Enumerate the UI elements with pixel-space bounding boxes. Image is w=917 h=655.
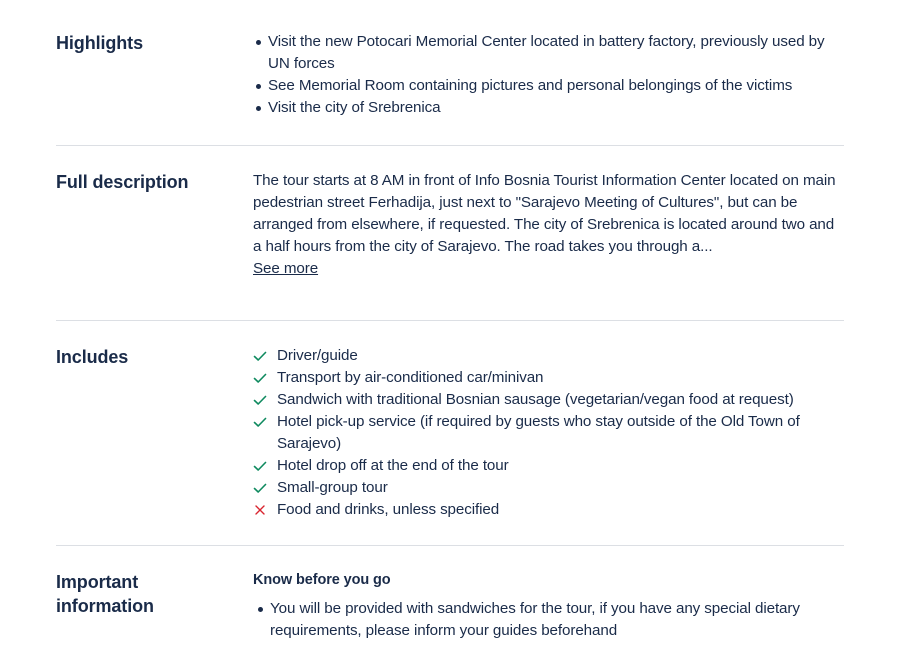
know-before-item: You will be provided with sandwiches for the tour, if you have any special dietary requirements, please inform your guides beforehand bbox=[255, 598, 838, 642]
included-item-label: Sandwich with traditional Bosnian sausage (vegetarian/vegan food at request) bbox=[277, 391, 794, 408]
included-item-label: Driver/guide bbox=[277, 347, 358, 364]
included-item bbox=[253, 477, 838, 499]
included-item-label: Hotel pick-up service (if required by guests who stay outside of the Old Town of Sarajevo) bbox=[277, 413, 800, 452]
excluded-item-label: Food and drinks, unless specified bbox=[277, 501, 500, 518]
included-item bbox=[253, 455, 838, 477]
full-description-content bbox=[253, 170, 838, 280]
check-icon bbox=[253, 349, 267, 363]
highlights-content bbox=[253, 31, 838, 119]
cross-icon bbox=[253, 503, 267, 517]
includes-content bbox=[253, 345, 838, 521]
important-information-section bbox=[56, 570, 844, 655]
section-divider bbox=[56, 320, 844, 321]
know-before-list bbox=[253, 598, 838, 642]
included-item-label: Hotel drop off at the end of the tour bbox=[277, 457, 509, 474]
included-item bbox=[253, 367, 838, 389]
section-divider bbox=[56, 545, 844, 546]
know-before-you-go-title: Know before you go bbox=[253, 572, 391, 588]
includes-list bbox=[253, 345, 838, 521]
full-description-section bbox=[56, 170, 844, 290]
section-divider bbox=[56, 145, 844, 146]
important-information-heading: Important information bbox=[56, 572, 154, 616]
see-more-link[interactable]: See more bbox=[253, 260, 319, 277]
included-item bbox=[253, 345, 838, 367]
highlight-item: See Memorial Room containing pictures and personal belongings of the victims bbox=[253, 75, 838, 97]
includes-section bbox=[56, 345, 844, 525]
highlights-section bbox=[56, 31, 844, 131]
included-item bbox=[253, 411, 838, 455]
description-text: The tour starts at 8 AM in front of Info Bosnia Tourist Information Center located on main pedestrian street Ferhadija, just next to "Sarajevo Meeting of Cultures", but can be arranged from elsewhere, if requested. The city of Srebrenica is located around two and a half hours from the city of Sarajevo. The road takes you through a... bbox=[253, 172, 836, 255]
check-icon bbox=[253, 371, 267, 385]
excluded-item bbox=[253, 499, 838, 521]
included-item-label: Small-group tour bbox=[277, 479, 388, 496]
highlight-item: Visit the new Potocari Memorial Center located in battery factory, previously used by UN forces bbox=[253, 31, 838, 75]
highlight-item: Visit the city of Srebrenica bbox=[253, 97, 838, 119]
included-item-label: Transport by air-conditioned car/minivan bbox=[277, 369, 544, 386]
check-icon bbox=[253, 481, 267, 495]
important-information-content bbox=[253, 570, 838, 642]
check-icon bbox=[253, 393, 267, 407]
highlights-heading: Highlights bbox=[56, 33, 143, 53]
highlights-list bbox=[253, 31, 838, 119]
includes-heading: Includes bbox=[56, 347, 129, 367]
check-icon bbox=[253, 459, 267, 473]
full-description-heading: Full description bbox=[56, 172, 189, 192]
check-icon bbox=[253, 415, 267, 429]
included-item bbox=[253, 389, 838, 411]
